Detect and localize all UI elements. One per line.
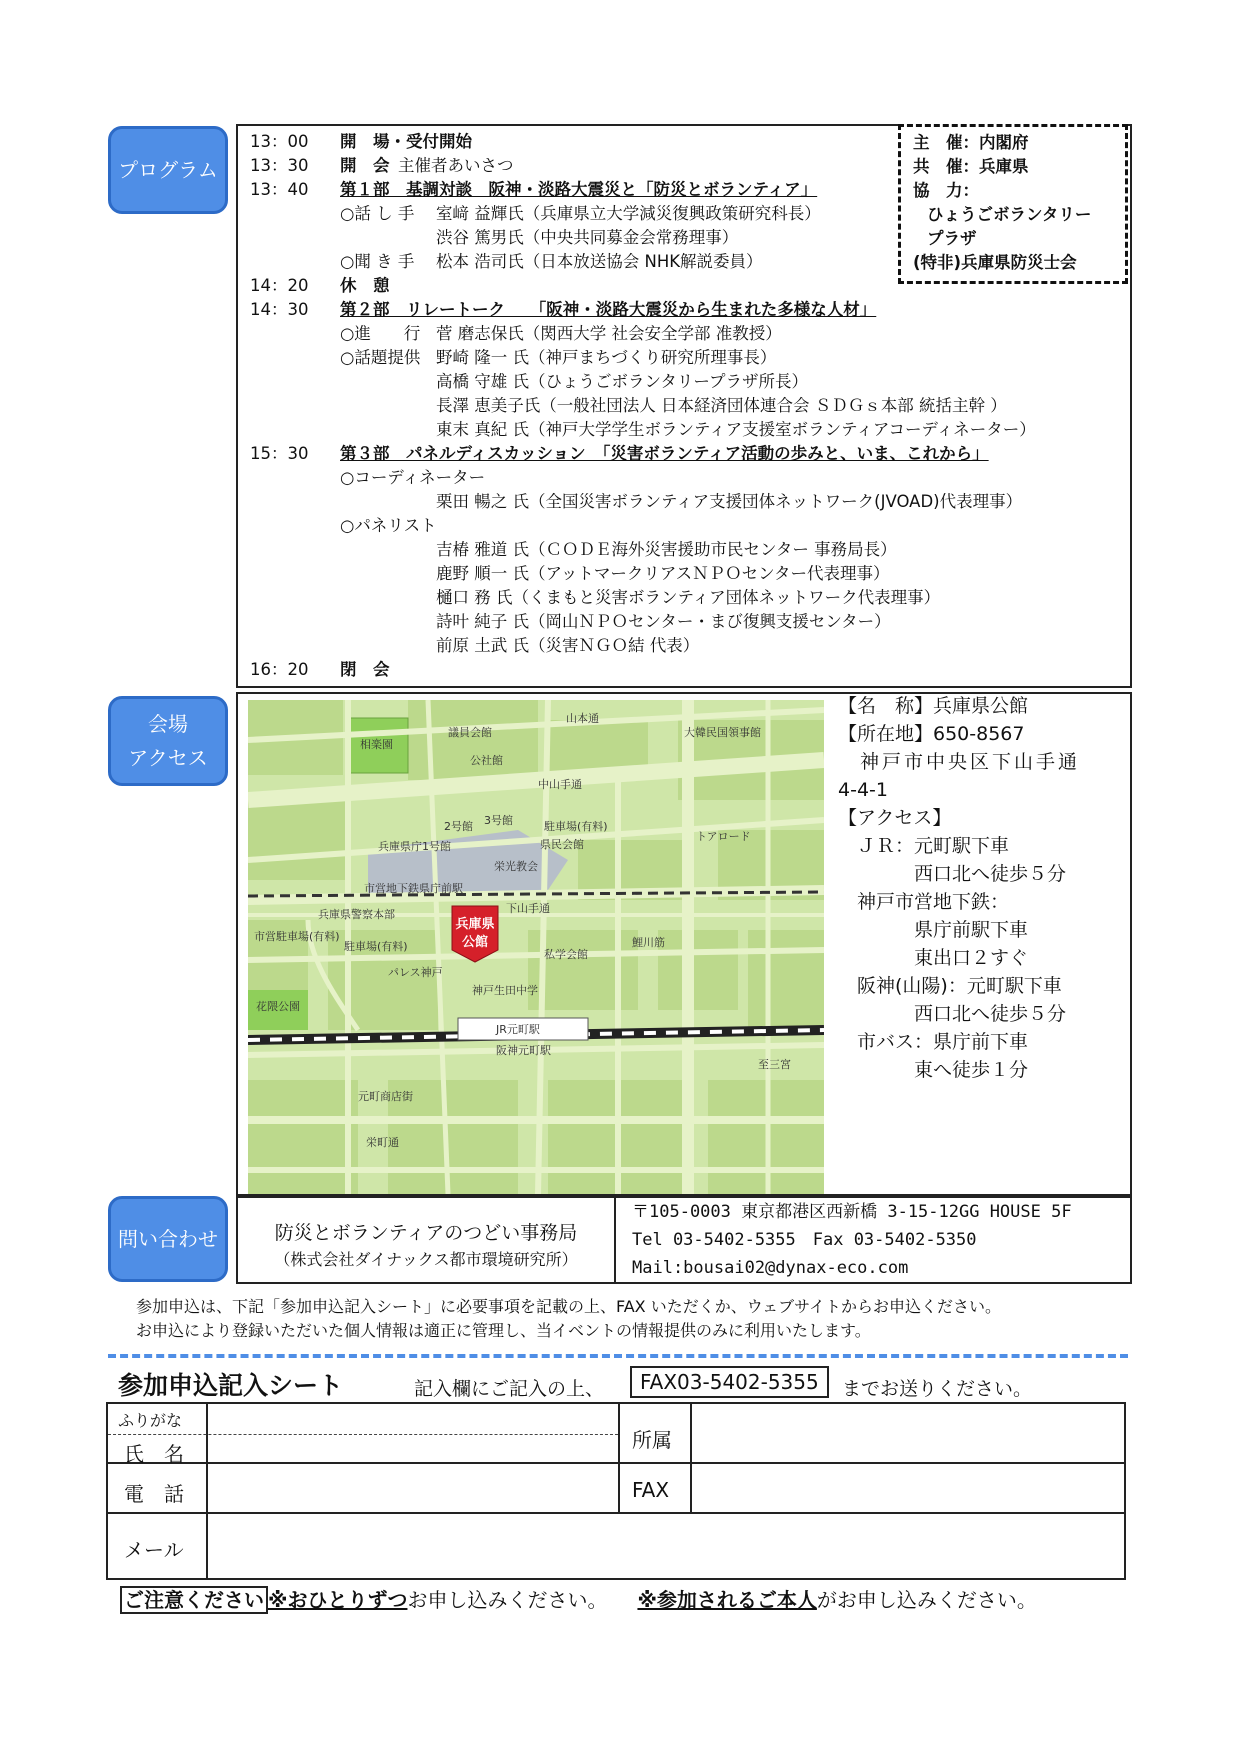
- application-form: [106, 1402, 1126, 1580]
- sponsor-line-plaza-2: プラザ: [927, 229, 977, 248]
- map-label-members: 議員会館: [448, 726, 492, 739]
- program-item: 第１部 基調対談 阪神・淡路大震災と「防災とボランティア」: [340, 180, 818, 199]
- access-heading: 【アクセス】: [838, 807, 952, 829]
- inquiry-mail: Mail:bousai02@dynax-eco.com: [632, 1258, 909, 1278]
- program-time: 13：30: [250, 156, 309, 175]
- access-hanshin-walk: 西口北へ徒歩５分: [838, 1003, 1067, 1025]
- sponsor-box: [898, 124, 1128, 284]
- sponsor-line-organizer: 主 催：内閣府: [913, 133, 1029, 152]
- program-item: ○話題提供: [340, 348, 421, 367]
- caution-boxed: ご注意ください: [120, 1586, 268, 1614]
- caution-part2: お申し込みください。: [407, 1588, 638, 1612]
- map-label-parking-city: 市営駐車場(有料): [254, 930, 340, 943]
- program-time: 13：40: [250, 180, 309, 199]
- inquiry-org-name: 防災とボランティアのつどい事務局: [274, 1222, 578, 1244]
- program-item: ○聞 き 手: [340, 252, 415, 271]
- map-label-parking2: 駐車場(有料): [344, 940, 408, 953]
- map-label-police: 兵庫県警察本部: [318, 908, 395, 921]
- program-detail: 長澤 恵美子氏（一般社団法人 日本経済団体連合会 ＳＤＧｓ本部 統括主幹 ）: [436, 396, 1007, 415]
- program-detail: 松本 浩司氏（日本放送協会 NHK解説委員）: [436, 252, 763, 271]
- map-label-sannomiya: 至三宮: [758, 1058, 791, 1071]
- venue-tag-line1: 会場: [148, 712, 188, 736]
- map-label-tor-road: トアロード: [696, 830, 751, 843]
- inquiry-address: 〒105-0003 東京都港区西新橋 3-15-12GG HOUSE 5F: [632, 1202, 1072, 1222]
- name-label: 氏 名: [124, 1442, 184, 1466]
- program-item: 第３部 パネルディスカッション 「災害ボランティア活動の歩みと、いま、これから」: [340, 444, 989, 463]
- program-item: 開 場・受付開始: [340, 132, 472, 151]
- inquiry-org: [238, 1198, 616, 1282]
- venue-info: [838, 692, 1130, 1084]
- map-venue-label-2: 公館: [461, 935, 489, 950]
- map-label-bldg2: 2号館: [444, 820, 473, 833]
- access-bus-walk: 東へ徒歩１分: [838, 1059, 1029, 1081]
- program-tag: [108, 126, 228, 214]
- mail-label: メール: [124, 1538, 184, 1562]
- inquiry-tel-fax: Tel 03-5402-5355 Fax 03-5402-5350: [632, 1230, 977, 1250]
- program-item: ○話 し 手: [340, 204, 415, 223]
- program-item: 閉 会: [340, 660, 390, 679]
- inquiry-tag-label: 問い合わせ: [118, 1227, 218, 1251]
- map-label-shotengai: 元町商店街: [358, 1090, 413, 1103]
- program-detail: 東末 真紀 氏（神戸大学学生ボランティア支援室ボランティアコーディネーター）: [436, 420, 1036, 439]
- program-time: 14：20: [250, 276, 309, 295]
- program-detail: 吉椿 雅道 氏（ＣＯＤＥ海外災害援助市民センター 事務局長）: [436, 540, 897, 559]
- mail-field[interactable]: [208, 1514, 1124, 1578]
- form-instruction-end: までお送りください。: [842, 1378, 1033, 1400]
- program-detail: 室﨑 益輝氏（兵庫県立大学減災復興政策研究科長）: [436, 204, 821, 223]
- program-detail: 樋口 務 氏（くまもと災害ボランティア団体ネットワーク代表理事）: [436, 588, 941, 607]
- map-venue-label-1: 兵庫県: [455, 917, 495, 932]
- caution-line: [120, 1584, 1037, 1613]
- access-subway: 神戸市営地下鉄：: [838, 891, 1010, 913]
- fax-label: FAX: [632, 1478, 670, 1502]
- map-label-sakaemachi: 栄町通: [366, 1136, 399, 1149]
- map-label-palace: パレス神戸: [388, 966, 443, 979]
- note-privacy: お申込により登録いただいた個人情報は適正に管理し、当イベントの情報提供のみに利用いたします。: [136, 1321, 871, 1340]
- program-item: ○進 行: [340, 324, 421, 343]
- program-detail: 野崎 隆一 氏（神戸まちづくり研究所理事長）: [436, 348, 777, 367]
- program-item: ○パネリスト: [340, 516, 437, 535]
- map-label-school: 神戸生田中学: [472, 984, 538, 997]
- form-instruction: 記入欄にご記入の上、: [414, 1378, 605, 1400]
- access-jr: ＪＲ：元町駅下車: [838, 835, 1010, 857]
- venue-name: 【名 称】兵庫県公館: [838, 695, 1029, 717]
- access-jr-walk: 西口北へ徒歩５分: [838, 863, 1067, 885]
- program-time: 16：20: [250, 660, 309, 679]
- fax-field[interactable]: [692, 1464, 1124, 1512]
- phone-field[interactable]: [208, 1464, 618, 1512]
- program-item: 休 憩: [340, 276, 390, 295]
- map-label-jr: JR元町駅: [496, 1023, 540, 1036]
- form-title: 参加申込記入シート: [118, 1371, 344, 1400]
- access-bus: 市バス：県庁前下車: [838, 1031, 1029, 1053]
- program-detail: 菅 磨志保氏（関西大学 社会安全学部 准教授）: [436, 324, 782, 343]
- map-label-public: 公社館: [470, 754, 503, 767]
- map-label-parking1: 駐車場(有料): [544, 820, 608, 833]
- cut-line: [108, 1354, 1128, 1358]
- caution-part3: ※参加されるご本人: [637, 1588, 817, 1612]
- caution-part4: がお申し込みください。: [816, 1588, 1037, 1612]
- sponsor-line-bousaishi: (特非)兵庫県防災士会: [913, 253, 1077, 272]
- furigana-label: ふりがな: [118, 1411, 183, 1430]
- map-label-shigaku: 私学会館: [544, 948, 588, 961]
- sponsor-line-cooperation: 協 力：: [913, 181, 979, 200]
- affiliation-field[interactable]: [692, 1404, 1124, 1462]
- inquiry-org-sub: （株式会社ダイナックス都市環境研究所）: [274, 1250, 578, 1269]
- access-subway-exit: 東出口２すぐ: [838, 947, 1029, 969]
- access-hanshin: 阪神(山陽)：元町駅下車: [838, 975, 1062, 997]
- program-detail: 主催者あいさつ: [398, 156, 514, 175]
- map-label-bldg3: 3号館: [484, 814, 513, 827]
- program-detail: 渋谷 篤男氏（中央共同募金会常務理事）: [436, 228, 739, 247]
- program-detail: 前原 土武 氏（災害ＮＧＯ結 代表）: [436, 636, 700, 655]
- program-detail: 鹿野 順一 氏（アットマークリアスＮＰＯセンター代表理事）: [436, 564, 890, 583]
- note-application: 参加申込は、下記「参加申込記入シート」に必要事項を記載の上、FAX いただくか、ウェブサイトからお申込ください。: [136, 1297, 1001, 1316]
- map-label-nakayamate: 中山手通: [538, 778, 582, 791]
- map-label-kenmin: 県民会館: [540, 838, 584, 851]
- program-tag-label: プログラム: [118, 158, 218, 182]
- map-label-sorakuen: 相楽園: [360, 738, 393, 751]
- map-label-koro: 鯉川筋: [632, 936, 665, 949]
- map-label-office: 兵庫県庁1号館: [378, 840, 451, 853]
- program-detail: 高橋 守雄 氏（ひょうごボランタリープラザ所長）: [436, 372, 809, 391]
- map-label-yamamoto: 山本通: [566, 712, 599, 725]
- form-fax-box: FAX03-5402-5355: [630, 1366, 829, 1398]
- program-detail: 栗田 暢之 氏（全国災害ボランティア支援団体ネットワーク(JVOAD)代表理事）: [436, 492, 1023, 511]
- program-item: 開 会: [340, 156, 390, 175]
- map-label-subway: 市営地下鉄県庁前駅: [364, 882, 463, 895]
- program-time: 13：00: [250, 132, 309, 151]
- access-subway-station: 県庁前駅下車: [838, 919, 1029, 941]
- venue-address-2: 4-4-1: [838, 779, 888, 801]
- sponsor-line-plaza-1: ひょうごボランタリー: [927, 205, 1092, 224]
- program-time: 15：30: [250, 444, 309, 463]
- inquiry-contact: [632, 1198, 1072, 1282]
- furigana-field[interactable]: [208, 1404, 618, 1434]
- program-item: ○コーディネーター: [340, 468, 486, 487]
- program-time: 14：30: [250, 300, 309, 319]
- map-label-consulate: 大韓民国領事館: [684, 726, 761, 739]
- venue-tag-line2: アクセス: [128, 746, 208, 770]
- venue-address-1: 神戸市中央区下山手通: [838, 751, 1081, 773]
- venue-tag: [108, 696, 228, 786]
- map-label-park2: 花隈公園: [256, 1000, 300, 1013]
- program-item: 第２部 リレートーク 「阪神・淡路大震災から生まれた多様な人材」: [340, 300, 877, 319]
- map-label-church: 栄光教会: [494, 860, 538, 873]
- map-label-shimoyamate: 下山手通: [506, 902, 550, 915]
- program-detail: 詩叶 純子 氏（岡山ＮＰＯセンター・まび復興支援センター）: [436, 612, 891, 631]
- affiliation-label: 所属: [632, 1428, 672, 1452]
- name-field[interactable]: [208, 1434, 618, 1462]
- phone-label: 電 話: [124, 1482, 184, 1506]
- caution-part1: ※おひとりずつ: [268, 1588, 408, 1612]
- venue-map: [248, 700, 824, 1194]
- map-label-hanshin: 阪神元町駅: [496, 1044, 551, 1057]
- inquiry-tag: [108, 1196, 228, 1282]
- venue-zip: 【所在地】650-8567: [838, 723, 1025, 745]
- sponsor-line-cohost: 共 催：兵庫県: [913, 157, 1029, 176]
